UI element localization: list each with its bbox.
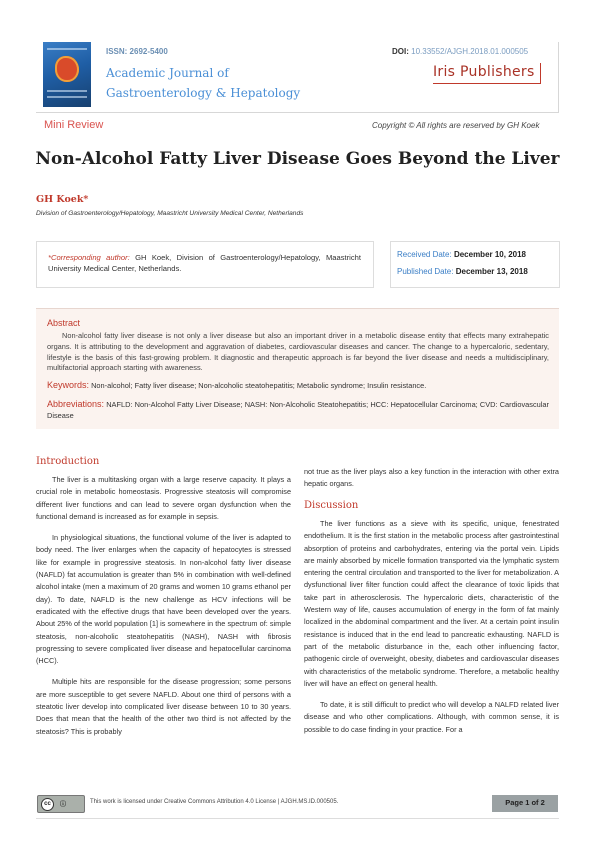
received-date-value: December 10, 2018: [453, 250, 526, 259]
abbreviations: [47, 399, 549, 421]
discussion-heading: Discussion: [304, 500, 359, 511]
copyright-notice: Copyright © All rights are reserved by GH Koek: [372, 121, 540, 130]
publisher-name: Iris Publishers: [433, 64, 535, 80]
discussion-paragraph-1: The liver functions as a sieve with its specific, unique, fenestrated endothelium. It is the first station in the metabolic process after gastrointestinal absorption of proteins and carbohydrates, entering via the portal vein. Lipids are mainly absorbed by micelle formation transported via the lymphatic system entering the central circulation and transported to the liver for metabolization. A dysfunctional liver filter function could affect the clearance of toxic lipids that take part in atherosclerosis. The hypercaloric diets, characteristic of the Western way of life, causes accumulation of energy in the form of fat mainly localized in the abdominal compartment and the liver. At a certain point insulin resistance is induced that in the end lead to pancreatic exhausting. NAFLD is part of the metabolic disturbance in the, each other influencing factor, pathogenic circle of overweight, obesity, diabetes and cardiovascular diseases with characteristics of the metabolic syndrome. Therefore, a metabolic healthy liver will have an effect on general health.: [304, 519, 559, 688]
abbreviations-text: NAFLD: Non-Alcohol Fatty Liver Disease; NASH: Non-Alcoholic Steatohepatitis; HCC: Hepatocellular Carcinoma; CVD: Cardiovascular Disease: [47, 400, 549, 420]
attribution-icon: ⓘ: [60, 802, 67, 808]
footer-divider: [36, 818, 559, 819]
header-vertical-rule: [558, 42, 559, 112]
left-column: [36, 474, 291, 747]
introduction-heading: Introduction: [36, 456, 100, 467]
dates-box: [390, 241, 560, 288]
right-column: [304, 466, 559, 500]
article-type: Mini Review: [44, 119, 104, 131]
abstract-heading: Abstract: [47, 318, 81, 328]
corresponding-author-label: *Corresponding author:: [48, 253, 130, 262]
intro-paragraph-2: In physiological situations, the functional volume of the liver is adapted to body need. The liver enlarges when the capacity of hepatocytes is stressed like for example in progressive steatosis. In non-alcohol fatty liver disease (NAFLD) fat accumulation is greater than 5% in combination with well-defined alcohol intake (men a maximum of 20 grams and women 10 grams ethanol per day). To date, NAFLD is the new challenge as HCV infections will be eradicated with the effective drugs that have been developed over the years. About 25% of the world population [1] is somewhere in the spectrum of: simple steatosis, non-alcoholic steatohepatitis (NASH), NASH with fibrosis progressing to severe complicated liver disease and hepatocellular carcinoma (HCC).: [36, 533, 291, 666]
received-date: [397, 250, 526, 259]
corresponding-author-text: GH Koek, Division of Gastroenterology/Hepatology, Maastricht University Medical Center, Netherlands.: [48, 253, 361, 273]
published-date: [397, 267, 528, 276]
abstract-text: Non-alcohol fatty liver disease is not only a liver disease but also an important driver in a metabolic disease entity that effects many extrahepatic organs. It is attributing to the development and aggravation of diabetes, cardiovascular diseases and cancer. The change to a hypercaloric, sedentary, lifestyle is the basis of this fast-growing problem. It diagnostic and therapeutic approach is far beyond the liver disease and needs a multidisciplinary, multifactorial approach starting with awareness.: [47, 331, 549, 373]
published-date-value: December 13, 2018: [455, 267, 528, 276]
keywords: [47, 380, 549, 390]
doi-link[interactable]: 10.33552/AJGH.2018.01.000505: [411, 47, 529, 56]
discussion-body: [304, 518, 559, 745]
cc-license-badge[interactable]: [37, 795, 85, 813]
keywords-text: Non-alcohol; Fatty liver disease; Non-alcoholic steatohepatitis; Metabolic syndrome; Insulin resistance.: [91, 381, 427, 390]
journal-cover-image: [43, 42, 91, 107]
corresponding-author: [48, 252, 361, 274]
intro-continued: not true as the liver plays also a key function in the interaction with other extra hepatic organs.: [304, 467, 559, 489]
cover-organ-graphic: [55, 56, 79, 82]
publisher-logo: [433, 63, 541, 84]
received-date-label: Received Date:: [397, 250, 452, 259]
doi: [392, 47, 528, 56]
page-number: Page 1 of 2: [505, 798, 545, 807]
journal-name-line1: Academic Journal of: [106, 66, 229, 80]
issn: ISSN: 2692-5400: [106, 47, 168, 56]
author-name: GH Koek*: [36, 194, 89, 205]
keywords-label: Keywords:: [47, 380, 90, 390]
published-date-label: Published Date:: [397, 267, 454, 276]
doi-label: DOI:: [392, 47, 409, 56]
cover-stripe: [47, 96, 87, 98]
cc-icon: cc: [41, 798, 54, 811]
journal-name-line2: Gastroenterology & Hepatology: [106, 86, 301, 100]
article-title: Non-Alcohol Fatty Liver Disease Goes Beyond the Liver: [35, 149, 560, 169]
cover-stripe: [47, 90, 87, 92]
license-text: This work is licensed under Creative Commons Attribution 4.0 License | AJGH.MS.ID.000505.: [90, 799, 339, 805]
author-affiliation: Division of Gastroenterology/Hepatology, Maastricht University Medical Center, Netherlands: [36, 210, 304, 217]
journal-name: [106, 63, 346, 103]
intro-paragraph-3: Multiple hits are responsible for the disease progression; some persons are more susceptible to get severe NAFLD. About one third of persons with a steatotic liver develop into complicated liver disease between 10 to 30 years. Does that mean that the health of the other two third is not affected by the steatosis? This is probably: [36, 677, 291, 736]
discussion-paragraph-2: To date, it is still difficult to predict who will develop a NALFD related liver disease and who other complications. Although, with common sense, it is possible to do case finding in your practice. For a: [304, 700, 559, 734]
cover-stripe: [47, 48, 87, 50]
abbreviations-label: Abbreviations:: [47, 399, 105, 409]
header-divider: [36, 112, 559, 113]
intro-paragraph-1: The liver is a multitasking organ with a large reserve capacity. It plays a crucial role in metabolic homeostasis. Progressive steatosis will compromise different liver functions and can lead to severe organ dysfunction when the functional demand is increased as for example in sepsis.: [36, 475, 291, 521]
